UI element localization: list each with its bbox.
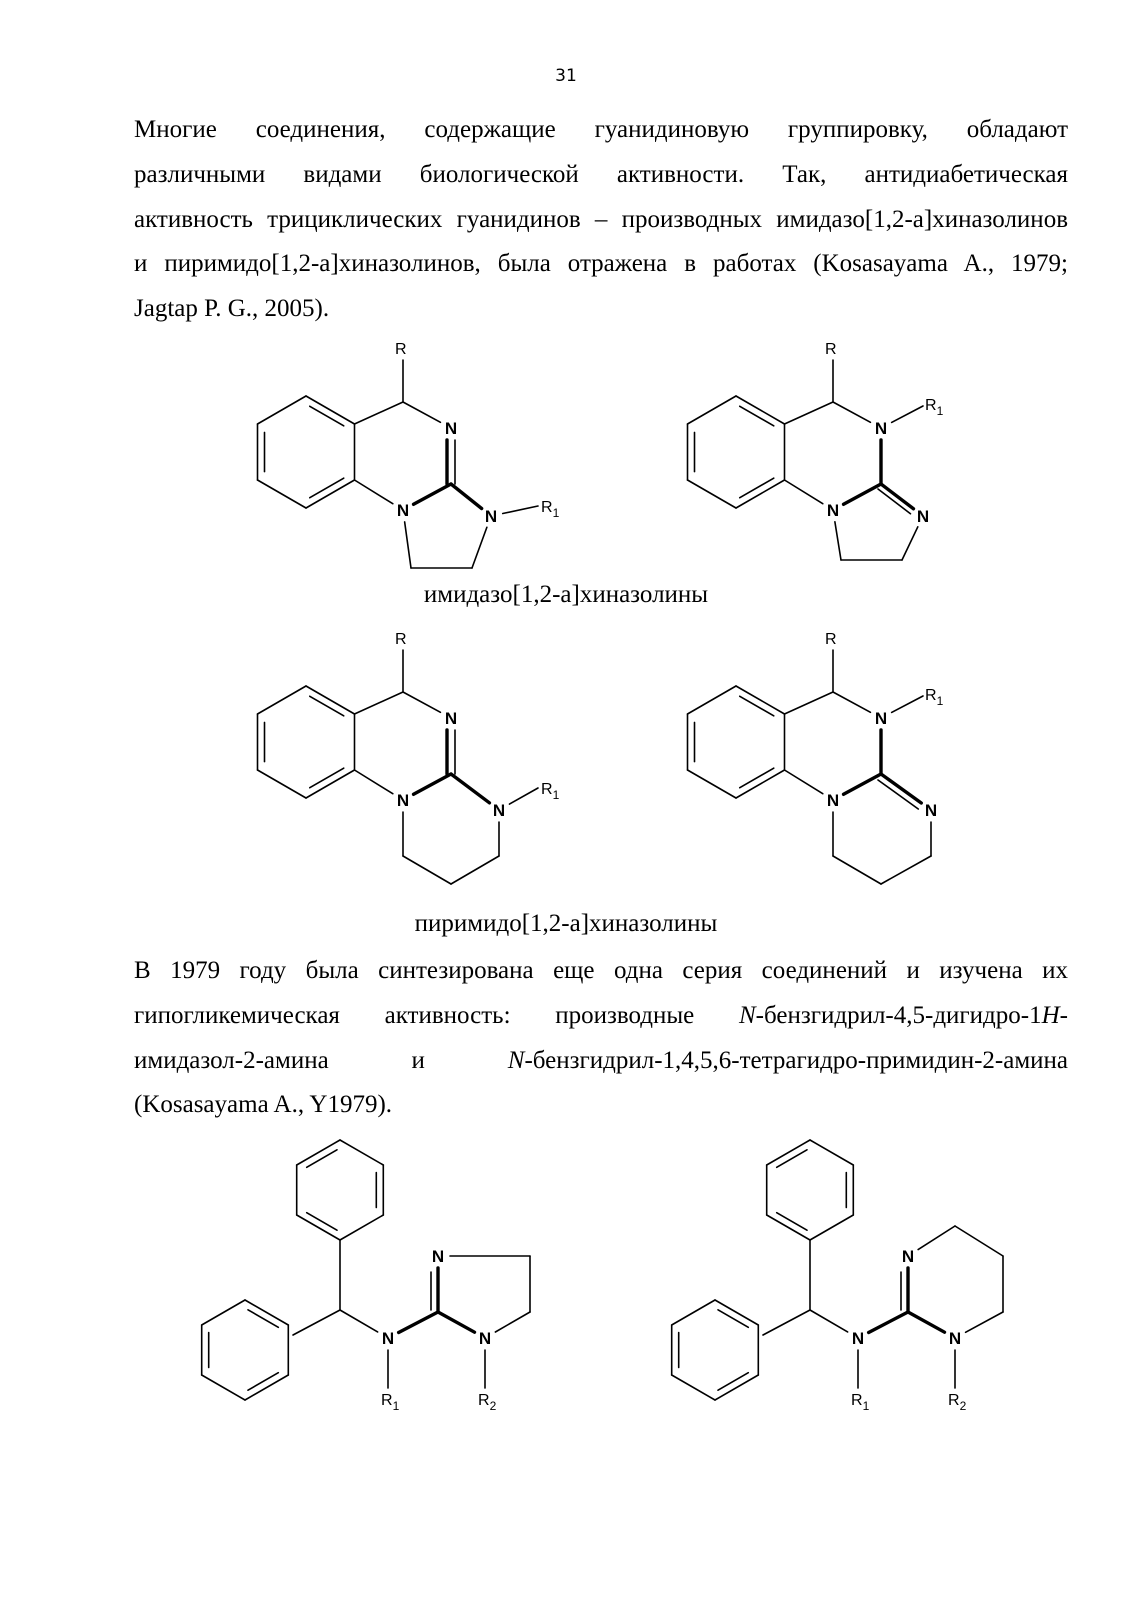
nitrogen-atom: N [916,507,930,526]
bond [451,774,489,803]
nitrogen-atom: N [478,1329,492,1348]
paragraph-2-line: В 1979 году была синтезирована еще одна серия соединений и изучена их [134,957,1068,984]
bond [672,1375,715,1400]
r-label: R [395,341,407,358]
bond [354,770,392,794]
nitrogen-atom: N [431,1247,445,1266]
bond [202,1300,245,1325]
caption-imidazoquinazolines: имидазо[1,2-a]хиназолины [423,581,709,608]
bond [403,856,451,884]
bond [405,522,411,568]
caption-pyrimidoquinazolines: пиримидо[1,2-a]хиназолины [414,910,718,937]
bond [718,1310,748,1328]
structure-benzhydryl-imidazoline [180,1130,580,1440]
nitrogen-atom: N [948,1329,962,1348]
bond [354,402,403,424]
paragraph-2-line: имидазол-2-амина и N-бензгидрил-1,4,5,6-тетрагидро-примидин-2-амина [134,1046,1068,1074]
bond [340,1310,378,1332]
bond [307,1213,337,1231]
bond [688,396,736,424]
bond [881,774,921,803]
bond [835,522,841,560]
bond [736,770,784,798]
bond [833,856,881,884]
bond [784,480,822,504]
bond [451,484,482,509]
page-number: 31 [555,66,577,86]
paragraph-1-line: и пиримидо[1,2-a]хиназолинов, была отражена в работах (Kosasayama A., 1979; [134,250,1068,278]
paragraph-1-line: Jagtap P. G., 2005). [134,295,330,323]
paragraph-2 [134,949,1068,1128]
nitrogen-atom: N [826,501,840,520]
bond [495,1312,530,1332]
bond [833,402,870,422]
bond [810,1310,848,1332]
bond [202,1375,245,1400]
structure-benzhydryl-tetrahydropyrimidine [650,1130,1050,1440]
bond [908,1312,944,1332]
nitrogen-atom: N [492,801,506,820]
bond [966,1312,1003,1332]
paragraph-2-line: (Kosasayama A., Y1979). [134,1091,393,1119]
bond [354,692,403,714]
r-label: R [395,631,407,648]
bond [310,406,344,426]
bond [258,396,306,424]
paragraph-1-line: активность трициклических гуанидинов – производных имидазо[1,2-a]хиназолинов [134,205,1068,233]
bond [736,480,784,508]
r1-label: $R_1$ [541,781,560,802]
bond [399,1312,438,1332]
paragraph-2-line: гипогликемическая активность: производные N-бензгидрил-4,5-дигидро-1H- [134,1001,1068,1029]
r1-label: $R_1$ [381,1392,400,1413]
amine-nitrogen: N [851,1329,865,1348]
bond [307,1150,337,1168]
structure-imidazoquinazoline-1 [220,330,600,570]
bond [784,402,833,424]
bond [403,402,440,422]
bond [306,686,354,714]
bond [881,856,931,884]
bond [414,484,451,504]
bond [784,692,833,714]
bond [740,696,774,716]
bond [248,1373,278,1391]
bond [438,1312,474,1332]
bond [340,1140,383,1165]
bond [881,484,913,509]
bond [736,686,784,714]
bond [472,527,487,568]
structure-imidazoquinazoline-2 [650,330,1030,570]
bond [902,527,918,560]
paragraph-1 [134,108,1068,332]
bond [763,1310,810,1335]
bond [892,406,923,422]
bond [718,1373,748,1391]
bond [414,774,451,794]
bond [340,1215,383,1240]
r1-label: $R_1$ [541,499,560,520]
bond [844,484,881,504]
bond [777,1213,807,1231]
r-label: R [825,341,837,358]
bond [258,686,306,714]
bond [293,1310,340,1335]
r1-label: $R_1$ [851,1392,870,1413]
paragraph-1-line: Многие соединения, содержащие гуанидиновую группировку, обладают [134,116,1068,143]
bond [451,856,499,884]
bond [310,696,344,716]
bond [688,686,736,714]
bond [258,480,306,508]
bond [310,478,344,498]
bond [310,768,344,788]
amine-nitrogen: N [381,1329,395,1348]
bond [777,1150,807,1168]
bond [306,770,354,798]
nitrogen-atom: N [396,501,410,520]
bond [740,406,774,426]
bond [688,770,736,798]
bond [503,506,538,514]
bond [258,770,306,798]
bond [844,774,881,794]
r1-label: $R_1$ [925,687,944,708]
bond [810,1215,853,1240]
bond [306,480,354,508]
bond [892,696,923,712]
bond [918,1226,955,1250]
bond [810,1140,853,1165]
structure-pyrimidoquinazoline-1 [220,620,600,900]
bond [955,1226,1003,1256]
bond [740,768,774,788]
nitrogen-atom: N [924,801,938,820]
bond [688,480,736,508]
bond [833,692,870,712]
nitrogen-atom: N [444,709,458,728]
bond [354,480,392,504]
bond [736,396,784,424]
bond [869,1312,908,1332]
nitrogen-atom: N [444,419,458,438]
bond [248,1310,278,1328]
paragraph-1-line: различными видами биологической активности. Так, антидиабетическая [134,160,1068,188]
bond [784,770,822,794]
r1-label: $R_1$ [925,397,944,418]
r2-label: $R_2$ [948,1392,967,1413]
structure-pyrimidoquinazoline-2 [650,620,1030,900]
bond [740,478,774,498]
r2-label: $R_2$ [478,1392,497,1413]
bond [403,692,440,712]
bond [509,788,538,804]
r-label: R [825,631,837,648]
nitrogen-atom: N [901,1247,915,1266]
nitrogen-atom: N [396,791,410,810]
nitrogen-atom: N [484,507,498,526]
bond [306,396,354,424]
nitrogen-atom: N [826,791,840,810]
nitrogen-atom: N [874,709,888,728]
bond [672,1300,715,1325]
nitrogen-atom: N [874,419,888,438]
